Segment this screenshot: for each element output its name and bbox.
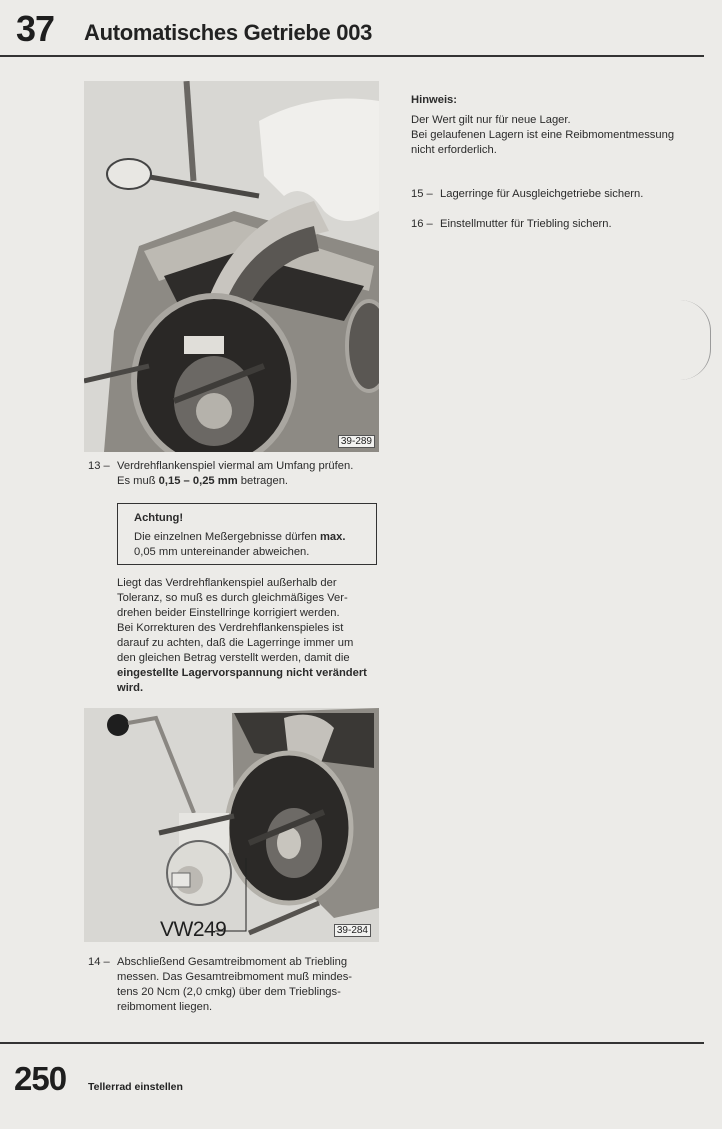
step-number: 13 – [88,460,110,472]
figure-2-photo [84,708,379,942]
page-curve-mark [680,300,711,380]
tolerance-value: 0,15 – 0,25 mm [158,475,238,487]
page-number: 250 [14,1060,67,1097]
step-number: 14 – [88,956,110,968]
paragraph-line: drehen beider Einstellringe korrigiert werden. [117,607,340,619]
figure-2-label: 39-284 [334,924,371,937]
warning-text: Die einzelnen Meßergebnisse dürfen [134,531,320,543]
paragraph-line: Toleranz, so muß es durch gleichmäßiges Ver- [117,592,348,604]
step-text: betragen. [237,475,289,487]
step-15 [411,187,711,202]
figure-1-label: 39-289 [338,435,375,448]
step-text: Abschließend Gesamtreibmoment ab Triebling [117,956,348,968]
header-rule [0,55,704,57]
hinweis-line: Der Wert gilt nur für neue Lager. [411,114,571,126]
step-text: Einstellmutter für Triebling sichern. [440,218,612,230]
step-text: Lagerringe für Ausgleichgetriebe sichern. [440,188,644,200]
paragraph-bold-line: eingestellte Lagervorspannung nicht verändert [117,667,367,679]
paragraph-bold-line: wird. [117,682,144,694]
footer-rule [0,1042,704,1044]
warning-bold: max. [319,531,346,543]
warning-box-border [117,503,118,565]
paragraph-line: Liegt das Verdrehflankenspiel außerhalb der [117,577,337,589]
warning-title: Achtung! [134,512,184,524]
step-text: reibmoment liegen. [117,1001,213,1013]
chapter-number: 37 [16,8,55,49]
hinweis-line: Bei gelaufenen Lagern ist eine Reibmomentmessung [411,129,675,141]
step-14 [88,955,388,1015]
step-text: messen. Das Gesamtreibmoment muß mindes- [117,971,353,983]
page-caption: Tellerrad einstellen [88,1081,183,1093]
tool-label: VW249 [160,918,227,941]
step-number: 15 – [411,188,433,200]
paragraph-line: darauf zu achten, daß die Lagerringe immer um [117,637,354,649]
figure-1-photo [84,81,379,452]
step-16 [411,217,711,232]
hinweis-title: Hinweis: [411,94,458,106]
hinweis-body [411,113,711,158]
chapter-title: Automatisches Getriebe 003 [84,20,373,45]
hinweis-line: nicht erforderlich. [411,144,497,156]
step-text: tens 20 Ncm (2,0 cmkg) über dem Trieblings- [117,986,341,998]
gearbox-backlash-illustration [84,81,379,452]
step-number: 16 – [411,218,433,230]
paragraph-line: den gleichen Betrag verstellt werden, damit die [117,652,350,664]
torque-measurement-illustration [84,708,379,942]
warning-body [134,530,374,560]
step-text: Verdrehflankenspiel viermal am Umfang prüfen. [117,460,354,472]
step-13 [88,459,388,489]
paragraph-line: Bei Korrekturen des Verdrehflankenspieles ist [117,622,344,634]
warning-text: 0,05 mm untereinander abweichen. [134,546,310,558]
correction-paragraph [117,576,387,696]
step-text: Es muß [117,475,159,487]
